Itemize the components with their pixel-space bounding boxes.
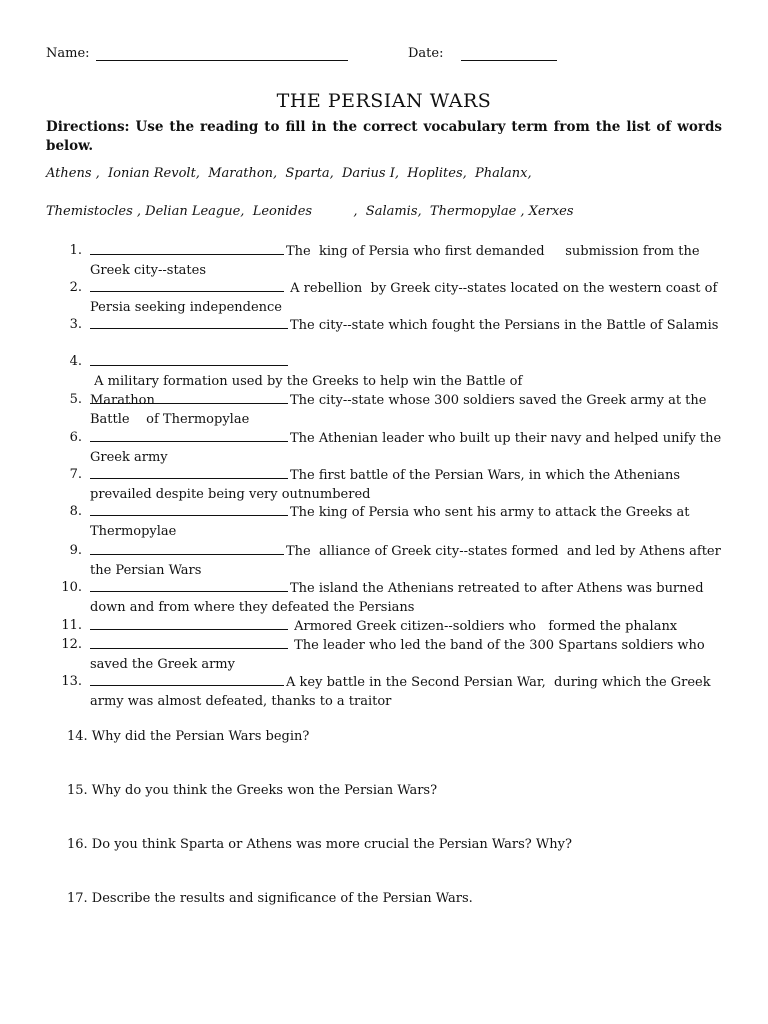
question-text-cont: Greek city--states xyxy=(90,263,207,278)
question-number: 5. xyxy=(69,392,82,407)
open-question-14: 14. Why did the Persian Wars begin? xyxy=(67,729,310,744)
date-label: Date: xyxy=(408,46,444,61)
answer-blank[interactable] xyxy=(90,616,288,630)
question-text: The city--state which fought the Persians in the Battle of Salamis xyxy=(290,318,719,333)
date-field[interactable] xyxy=(461,60,557,61)
directions: Directions: Use the reading to fill in the correct vocabulary term from the list of words below. xyxy=(46,119,722,154)
question-text: The leader who led the band of the 300 Spartans soldiers who xyxy=(290,638,705,653)
question-number: 8. xyxy=(69,504,82,519)
question-text-cont: Marathon xyxy=(90,393,155,408)
question-text-cont: Greek army xyxy=(90,450,168,465)
name-field[interactable] xyxy=(96,60,348,61)
question-text: The Athenian leader who built up their navy and helped unify the xyxy=(290,431,722,446)
question-text-cont: Thermopylae xyxy=(90,524,177,539)
answer-blank[interactable] xyxy=(90,672,284,686)
question-text-cont: army was almost defeated, thanks to a traitor xyxy=(90,694,392,709)
question-number: 12. xyxy=(61,637,82,652)
question-text: The king of Persia who sent his army to attack the Greeks at xyxy=(290,505,690,520)
answer-blank[interactable] xyxy=(90,278,284,292)
question-text-cont: Persia seeking independence xyxy=(90,300,282,315)
answer-blank[interactable] xyxy=(90,541,284,555)
question-text-cont: Battle of Thermopylae xyxy=(90,412,250,427)
answer-blank[interactable] xyxy=(90,352,288,366)
answer-blank[interactable] xyxy=(90,241,284,255)
question-number: 11. xyxy=(61,618,82,633)
answer-blank[interactable] xyxy=(90,502,288,516)
word-bank-line-1: Athens , Ionian Revolt, Marathon, Sparta, Darius I, Hoplites, Phalanx, xyxy=(46,166,532,181)
open-question-16: 16. Do you think Sparta or Athens was more crucial the Persian Wars? Why? xyxy=(67,837,572,852)
question-text: The city--state whose 300 soldiers saved the Greek army at the xyxy=(290,393,707,408)
answer-blank[interactable] xyxy=(90,578,288,592)
word-bank-line-2: Themistocles , Delian League, Leonides , Salamis, Thermopylae , Xerxes xyxy=(46,204,574,219)
question-text: The first battle of the Persian Wars, in which the Athenians xyxy=(290,468,681,483)
question-number: 3. xyxy=(69,317,82,332)
question-text: Armored Greek citizen--soldiers who formed the phalanx xyxy=(290,619,678,634)
answer-blank[interactable] xyxy=(90,428,288,442)
question-text: A key battle in the Second Persian War, during which the Greek xyxy=(286,675,711,690)
question-text: The king of Persia who first demanded submission from the xyxy=(286,244,700,259)
question-number: 2. xyxy=(69,280,82,295)
answer-blank[interactable] xyxy=(90,315,288,329)
page-title: THE PERSIAN WARS xyxy=(276,90,492,112)
question-number: 4. xyxy=(69,354,82,369)
question-number: 7. xyxy=(69,467,82,482)
name-label: Name: xyxy=(46,46,90,61)
question-number: 13. xyxy=(61,674,82,689)
question-text: The island the Athenians retreated to after Athens was burned xyxy=(290,581,704,596)
answer-blank[interactable] xyxy=(90,635,288,649)
question-number: 6. xyxy=(69,430,82,445)
open-question-17: 17. Describe the results and significance of the Persian Wars. xyxy=(67,891,473,906)
question-text: The alliance of Greek city--states formed and led by Athens after xyxy=(286,544,721,559)
answer-blank[interactable] xyxy=(90,465,288,479)
question-number: 9. xyxy=(69,543,82,558)
question-text: A rebellion by Greek city--states located on the western coast of xyxy=(286,281,718,296)
question-text-cont: prevailed despite being very outnumbered xyxy=(90,487,371,502)
open-question-15: 15. Why do you think the Greeks won the Persian Wars? xyxy=(67,783,438,798)
question-text: A military formation used by the Greeks to help win the Battle of xyxy=(90,374,523,389)
question-text-cont: the Persian Wars xyxy=(90,563,202,578)
question-text-cont: saved the Greek army xyxy=(90,657,235,672)
question-text-cont: down and from where they defeated the Persians xyxy=(90,600,415,615)
answer-blank[interactable] xyxy=(90,390,288,404)
question-number: 10. xyxy=(61,580,82,595)
question-number: 1. xyxy=(69,243,82,258)
